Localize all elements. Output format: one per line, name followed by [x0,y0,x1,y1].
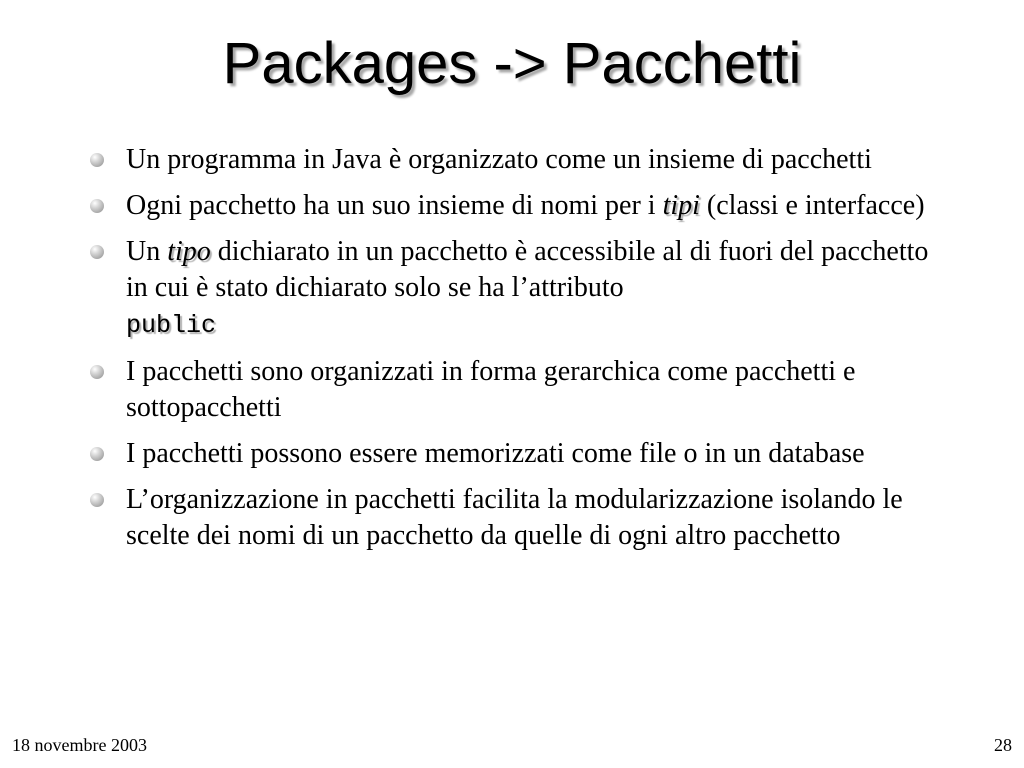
bullet-text: I pacchetti sono organizzati in forma gerarchica come pacchetti e sottopacchetti [126,356,856,423]
bullet-text: L’organizzazione in pacchetti facilita la modularizzazione isolando le scelte dei nomi di un pacchetto da quelle di ogni altro pacchetto [126,484,903,551]
bullet-text: Un programma in Java è organizzato come un insieme di pacchetti [126,144,872,175]
footer-date: 18 novembre 2003 [12,735,147,755]
bullet-dot-icon [90,365,104,379]
emphasized-term: tipo [167,236,211,267]
code-keyword: public [126,311,217,340]
bullet-item [88,482,938,554]
bullet-item [88,354,938,426]
bullet-item [88,234,938,344]
bullet-text: Ogni pacchetto ha un suo insieme di nomi per i [126,190,663,221]
bullet-dot-icon [90,199,104,213]
bullet-dot-icon [90,493,104,507]
bullet-item [88,436,938,472]
bullet-text: (classi e interfacce) [699,190,925,221]
bullet-text: dichiarato in un pacchetto è accessibile al di fuori del pacchetto in cui è stato dichiarato solo se ha l’attributo [126,236,929,303]
emphasized-term: tipi [662,190,700,221]
bullet-item [88,188,938,224]
bullet-dot-icon [90,447,104,461]
bullet-dot-icon [90,245,104,259]
slide-title: Packages -> Pacchetti [222,31,802,96]
bullet-text: Un [126,236,168,267]
bullet-text: I pacchetti possono essere memorizzati come file o in un database [126,438,865,469]
bullet-item [88,142,938,178]
bullet-dot-icon [90,153,104,167]
bullet-list [88,142,938,564]
page-number: 28 [994,735,1012,755]
